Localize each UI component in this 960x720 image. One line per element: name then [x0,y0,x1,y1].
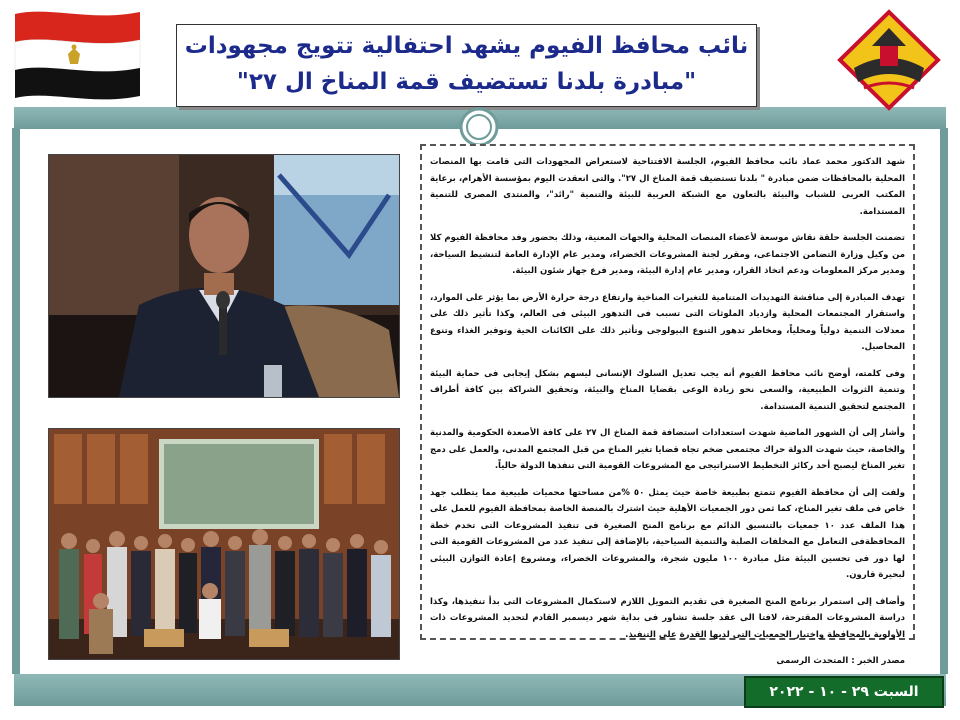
article-paragraph: تهدف المبادرة إلى مناقشة التهديدات المتنامية للتغيرات المناخية وارتفاع درجة حرارة الأرض بما يؤثر على الموارد، واستقرار المجتمعات المحلية وازدياد الملوثات التى تسبب فى التدهور البيئى فى العالم، وكذا تأثير ذلك على معدلات التنمية دولياً ومحلياً، ومخاطر تدهور التنوع البيولوجى وتأثير ذلك على الكائنات الحية وتوفير الغذاء وتنوع المحاصيل. [430,292,905,352]
speaker-photo [48,154,400,398]
fayoum-governorate-logo [834,8,944,112]
headline-line-2: "مبادرة بلدنا تستضيف قمة المناخ ال ٢٧" [236,69,697,95]
article-paragraph: ولفت إلى أن محافظة الفيوم تتمتع بطبيعة خاصة حيث يمثل ٥٠ %من مساحتها محميات طبيعية مما يتطلب جهد خاص فى ملف تغير المناخ، كما ثمن دور الجمعيات الأهلية حيث اشترك بالمنصة الخاصة بمحافظة الفيوم للعمل على هذا الملف عدد ١٠ جمعيات بالتنسيق الدائم مع برنامج المنح الصغيرة فى تنفيذ المشروعات التى تخدم خطة المحافظةفى التعامل مع المخلفات الصلبة والتنمية السياحية، بالإضافة إلى تنفيذ عدد من المشروعات القومية التى لها دور فى تحسين البيئة مثل مبادرة ١٠٠ مليون شجرة، والمشروعات الخضراء، ومشروع إعادة التوازن البيئى لبحيرة قارون. [430,487,905,580]
group-photo [48,428,400,660]
circle-ornament-icon [452,107,506,147]
article-panel [420,144,915,666]
egypt-flag-icon [10,6,145,106]
headline-box [176,24,757,107]
frame-right-bar [940,128,948,674]
article-body [430,154,905,670]
article-paragraph: تضمنت الجلسة حلقة نقاش موسعة لأعضاء المنصات المحلية والجهات المعنية، وذلك بحضور وفد محافظة الفيوم كلا من وكيل وزارة التضامن الاجتماعى، ومقرر لجنة المشروعات الخضراء، ومدير عام الإدارة العامة لتنشيط السياحة، ومدير مركز المعلومات ودعم اتخاذ القرار، ومدير عام إدارة البيئة، ومدير فرع جهاز شئون البيئة. [430,233,905,276]
article-paragraph: وأضاف إلى استمرار برنامج المنح الصغيرة فى تقديم التمويل اللازم لاستكمال المشروعات التى بدأ تنفيذها، وكذا دراسة المشروعات المقترحة، لافتا الى عقد جلسة تشاور فى بداية شهر ديسمبر القادم لتحديد المشروعات ذات الأولوية بالمحافظة واختيار الجمعيات التى لديها القدرة على التنفيذ. [430,596,905,640]
frame-left-bar [12,128,20,674]
headline-line-1: نائب محافظ الفيوم يشهد احتفالية تتويج مجهودات [184,33,749,59]
article-paragraph: شهد الدكتور محمد عماد نائب محافظ الفيوم، الجلسة الافتتاحية لاستعراض المجهودات التى قامت بها المنصات المحلية بالمحافظات ضمن مبادرة " بلدنا تستضيف قمة المناخ ال ٢٧". والتى انعقدت اليوم بمؤسسة الأهرام، برعاية المكتب العربى للشباب والبيئة بالتعاون مع الشبكة العربية للبيئة والتنمية "رائد"، والمنتدى المصرى للتنمية المستدامة. [430,157,905,217]
article-source: مصدر الخبر : المتحدث الرسمى [776,656,905,666]
article-paragraph: وفى كلمته، أوضح نائب محافظ الفيوم أنه يجب تعديل السلوك الإنسانى ليسهم بشكل إيجابى فى حماية البيئة وتنمية الثروات الطبيعية، والسعى نحو زيادة الوعى بقضايا المناخ والبيئة، وتحقيق الشراكة بين كافة أطراف المجتمع لتحقيق التنمية المستدامة. [430,368,905,412]
date-badge: السبت ٢٩ - ١٠ - ٢٠٢٢ [744,676,944,708]
article-paragraph: وأشار إلى أن الشهور الماضية شهدت استعدادات استضافة قمة المناخ ال ٢٧ على كافة الأصعدة الحكومية والمدنية والخاصة، حيث شهدت الدولة حراك مجتمعى ضخم تجاه قضايا تغير المناخ من قبل المجتمع المدنى، والعمل على دمج تغير المناخ ليصبح أحد ركائز التخطيط الاستراتيجى مع المشروعات القومية التى تنفذها الدولة حالياً. [430,428,905,471]
